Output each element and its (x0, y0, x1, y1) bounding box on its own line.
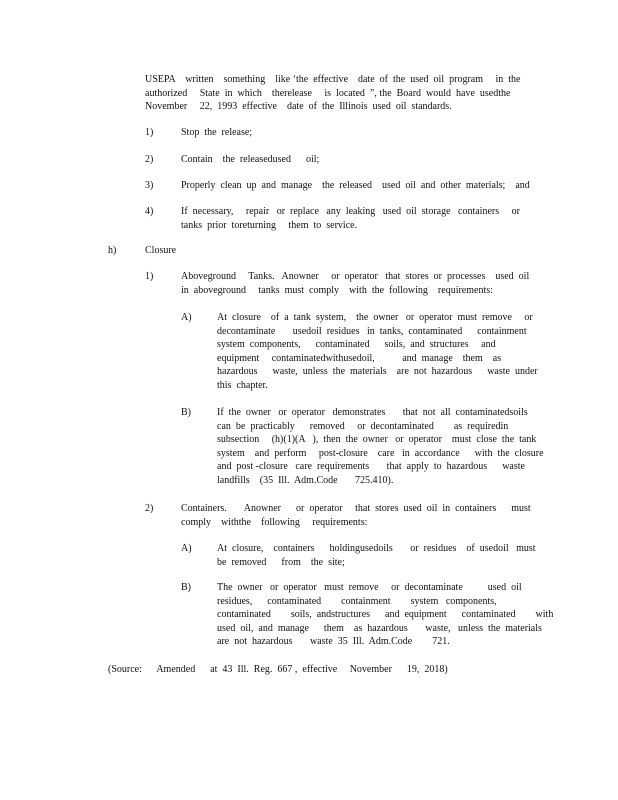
container-decontamination-paragraph (217, 581, 553, 649)
subitem-label: A) (181, 543, 192, 554)
text-line: If necessary, repair or replace any leaking used oil storage containers or (181, 206, 520, 217)
item-label: 2) (145, 503, 154, 514)
source-note (108, 663, 448, 677)
text-line: in aboveground tanks must comply with the following requirements: (181, 284, 493, 296)
text-line: landfills (35 Ill. Adm.Code 725.410). (217, 474, 394, 486)
text-line: system and perform post-closure care in accordance with the closure (217, 447, 544, 459)
section-heading: Closure (145, 245, 177, 256)
item-repair (181, 205, 520, 232)
section-label: h) (108, 245, 117, 256)
text-line: are not hazardous waste 35 Ill. Adm.Code 721. (217, 636, 450, 647)
item-label: 2) (145, 154, 154, 165)
text-line: If the owner or operator demonstrates that not all contaminatedsoils (217, 407, 528, 418)
container-closure-paragraph (217, 542, 536, 569)
text-line: The owner or operator must remove or decontaminate used oil (217, 582, 522, 593)
text-line: At closure, containers holdingusedoils or residues of usedoil must (217, 543, 536, 554)
containers-paragraph (181, 502, 531, 529)
text-line: November 22, 1993 effective date of the Illinois used oil standards. (145, 101, 452, 112)
tank-closure-paragraph (217, 311, 538, 392)
item-label: 1) (145, 127, 154, 138)
text-line: used oil, and manage them as hazardous waste, unless the materials (217, 622, 542, 634)
text-line: subsection (h)(1)(A ), then the owner or operator must close the tank (217, 434, 537, 445)
text-line: Aboveground Tanks. Anowner or operator that stores or processes used oil (181, 271, 530, 282)
text-line: USEPA written something like ‘the effective date of the used oil program in the (145, 74, 521, 85)
text-line: tanks prior toreturning them to service. (181, 219, 358, 231)
text-line: Containers. Anowner or operator that stores used oil in containers must (181, 503, 531, 514)
subitem-label: B) (181, 582, 191, 593)
text-line: decontaminate usedoil residues in tanks, contaminated containment (217, 325, 527, 337)
text-line: Stop the release; (181, 127, 253, 138)
item-clean-up (181, 179, 530, 193)
text-line: Contain the releasedused oil; (181, 154, 320, 165)
text-line: authorized State in which therelease is located ”, the Board would have usedthe (145, 87, 511, 99)
item-label: 3) (145, 180, 154, 191)
item-label: 4) (145, 206, 154, 217)
item-stop-release (181, 126, 252, 140)
text-line: system components, contaminated soils, and structures and (217, 339, 496, 350)
tank-demonstration-paragraph (217, 406, 544, 487)
text-line: (Source: Amended at 43 Ill. Reg. 667 , effective November 19, 2018) (108, 664, 448, 675)
text-line: At closure of a tank system, the owner or operator must remove or (217, 312, 533, 323)
text-line: equipment contaminatedwithusedoil, and manage them as (217, 352, 502, 364)
text-line: Properly clean up and manage the released used oil and other materials; and (181, 180, 530, 191)
aboveground-tanks-paragraph (181, 270, 529, 297)
text-line: can be practicably removed or decontaminated as requiredin (217, 420, 509, 432)
text-line: this chapter. (217, 379, 268, 391)
text-line: hazardous waste, unless the materials are not hazardous waste under (217, 366, 538, 377)
text-line: contaminated soils, andstructures and equipment contaminated with (217, 609, 554, 620)
text-line: be removed from the site; (217, 556, 345, 568)
text-line: and post -closure care requirements that apply to hazardous waste (217, 461, 525, 472)
subitem-label: B) (181, 407, 191, 418)
intro-paragraph (145, 73, 521, 114)
text-line: comply withthe following requirements: (181, 516, 368, 528)
item-label: 1) (145, 271, 154, 282)
item-contain (181, 153, 319, 167)
subitem-label: A) (181, 312, 192, 323)
text-line: residues, contaminated containment system components, (217, 595, 497, 607)
